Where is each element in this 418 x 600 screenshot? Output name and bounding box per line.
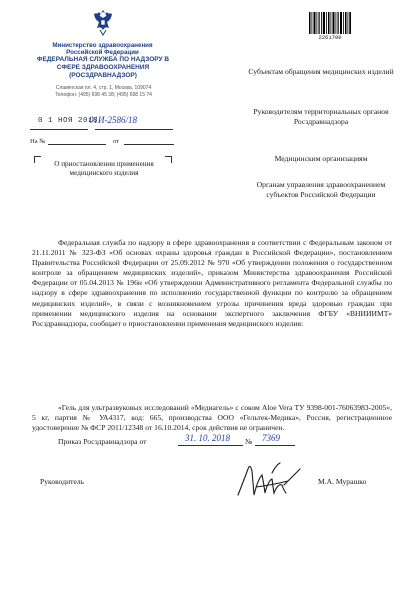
phone-line: Телефон: (495) 698 45 38; (495) 698 15 74 <box>55 91 152 98</box>
reference-date-underline <box>124 144 174 145</box>
order-number: 7369 <box>262 433 280 443</box>
letter-subject: О приостановлении применения медицинского изделия <box>54 160 154 178</box>
recipient-item: Руководителям территориальных органов Росздравнадзора <box>253 107 389 126</box>
reference-date-label: от <box>113 138 120 145</box>
signatory-role: Руководитель <box>40 477 85 486</box>
barcode-number: 2261700 <box>318 34 342 41</box>
ministry-name: Министерство здравоохранения Российской Федерации <box>52 42 153 57</box>
coat-of-arms-icon <box>91 8 115 36</box>
order-label: Приказ Росздравнадзора от <box>58 437 147 446</box>
recipient-item: Органам управления здравоохранением субъектов Российской Федерации <box>256 180 386 199</box>
reference-number-label: На № <box>30 138 46 145</box>
letter-body <box>32 238 392 329</box>
order-number-label: № <box>245 437 253 446</box>
product-description: «Гель для ультразвуковых исследований «Медиагель» с соком Aloe Vera ТУ 9398-001-76063983-2005», 5 кг, партия № УА4317, код: 665, производства ООО «Гельтек-Медика», Россия, регистрационное удостоверение № ФСР 2011/12348 от 16.10.2014, срок действия не ограничен. <box>32 403 392 433</box>
registration-number: 01И-2586/18 <box>89 115 137 125</box>
order-date-underline <box>178 445 243 446</box>
address-line: Славянская пл. 4, стр. 1, Москва, 109074 <box>55 85 152 91</box>
handwritten-signature <box>232 455 307 503</box>
barcode-icon <box>309 12 351 34</box>
recipient-item: Субъектам обращения медицинских изделий <box>248 67 394 76</box>
date-stamp: 0 1 НОЯ 2018 <box>38 117 99 125</box>
number-underline <box>95 129 173 130</box>
signatory-name: М.А. Мурашко <box>318 477 367 486</box>
agency-name: ФЕДЕРАЛЬНАЯ СЛУЖБА ПО НАДЗОРУ В СФЕРЕ ЗДРАВООХРАНЕНИЯ (РОСЗДРАВНАДЗОР) <box>36 56 170 79</box>
order-date: 31. 10. 2018 <box>185 433 230 443</box>
date-underline <box>30 129 88 130</box>
body-paragraph: Федеральная служба по надзору в сфере здравоохранения в соответствии с Федеральным законом от 21.11.2011 № 323-ФЗ «Об основах охраны здоровья граждан в Российской Федерации», постановлением Правительства Российской Федерации от 25.09.2012 № 970 «Об утверждении положения о государственном контроле за обращением медицинских изделий», приказом Министерства здравоохранения Российской Федерации от 05.04.2013 № 196н «Об утверждении Административного регламента Федеральной службы по надзору в сфере здравоохранения по исполнению государственной функции по контролю за обращением медицинских изделий», в связи с возникновением угрозы причинения вреда здоровью граждан при применении медицинского изделия на основании экспертного заключения ФГБУ «ВНИИИМТ» Росздравнадзора, сообщает о приостановлении применения медицинского изделия: <box>32 238 392 328</box>
agency-address <box>36 85 171 98</box>
reference-number-underline <box>48 144 106 145</box>
recipient-item: Медицинским организациям <box>274 154 368 163</box>
order-number-underline <box>255 445 295 446</box>
